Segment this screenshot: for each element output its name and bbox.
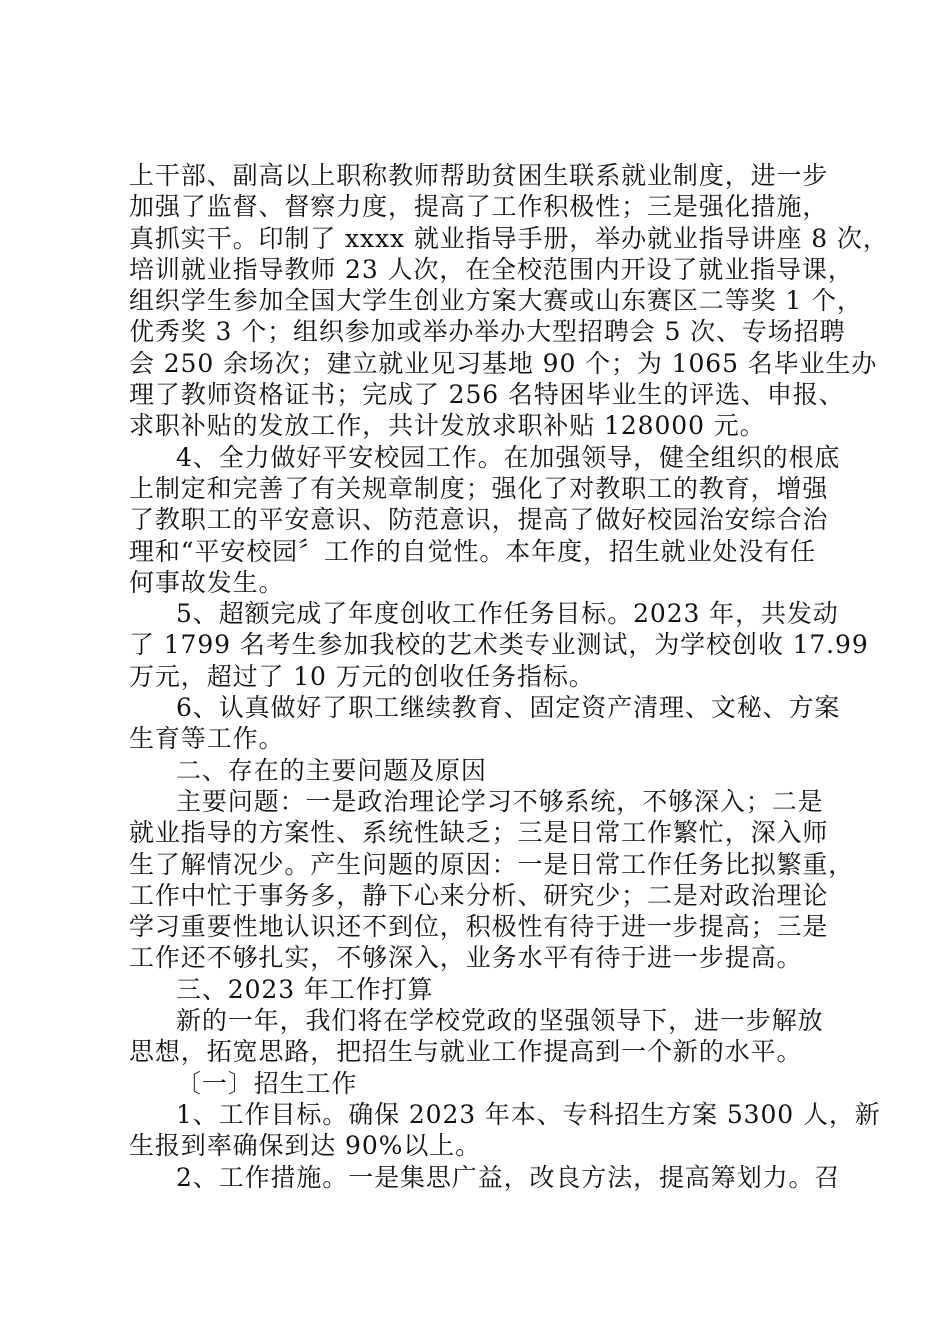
text-line: 上制定和完善了有关规章制度；强化了对教职工的教育，增强 (129, 473, 829, 503)
text-line: 真抓实干。印制了 xxxx 就业指导手册，举办就业指导讲座 8 次， (129, 223, 889, 253)
paragraph-start-line: 2、工作措施。一是集思广益，改良方法，提高筹划力。召 (176, 1162, 841, 1192)
document-body (129, 160, 889, 1193)
paragraph-start-line: 5、超额完成了年度创收工作任务目标。2023 年，共发动 (176, 599, 839, 629)
text-line: 生了解情况少。产生问题的原因：一是日常工作任务比拟繁重， (129, 849, 855, 879)
paragraph-start-line: 新的一年，我们将在学校党政的坚强领导下，进一步解放 (176, 1006, 824, 1036)
text-line: 生育等工作。 (129, 724, 285, 754)
text-line: 求职补贴的发放工作，共计发放求职补贴 128000 元。 (129, 411, 766, 441)
paragraph-start-line: 4、全力做好平安校园工作。在加强领导，健全组织的根底 (176, 442, 841, 472)
text-line: 学习重要性地认识还不到位，积极性有待于进一步提高；三是 (129, 912, 829, 942)
paragraph-start-line: 1、工作目标。确保 2023 年本、专科招生方案 5300 人，新 (176, 1099, 881, 1129)
text-line: 上干部、副高以上职称教师帮助贫困生联系就业制度，进一步 (129, 161, 829, 190)
section-heading: 二、存在的主要问题及原因 (176, 755, 487, 785)
text-line: 会 250 余场次；建立就业见习基地 90 个；为 1065 名毕业生办 (129, 348, 878, 378)
text-line: 了 1799 名考生参加我校的艺术类专业测试，为学校创收 17.99 (129, 630, 869, 660)
text-line: 就业指导的方案性、系统性缺乏；三是日常工作繁忙，深入师 (129, 818, 829, 848)
text-line: 优秀奖 3 个；组织参加或举办举办大型招聘会 5 次、专场招聘 (129, 317, 846, 347)
text-line: 何事故发生。 (129, 567, 285, 597)
paragraph-start-line: 6、认真做好了职工继续教育、固定资产清理、文秘、方案 (176, 693, 841, 723)
subsection-heading: 〔一〕招生工作 (176, 1068, 358, 1098)
text-line: 思想，拓宽思路，把招生与就业工作提高到一个新的水平。 (129, 1037, 803, 1067)
text-line: 工作中忙于事务多，静下心来分析、研究少；二是对政治理论 (129, 880, 829, 910)
text-line: 理和“平安校园〞工作的自觉性。本年度，招生就业处没有任 (129, 536, 817, 566)
section-heading: 三、2023 年工作打算 (176, 974, 434, 1004)
text-line: 生报到率确保到达 90%以上。 (129, 1131, 482, 1161)
paragraph-start-line: 主要问题：一是政治理论学习不够系统，不够深入；二是 (176, 786, 824, 816)
text-line: 了教职工的平安意识、防范意识，提高了做好校园治安综合治 (129, 505, 829, 535)
text-line: 理了教师资格证书；完成了 256 名特困毕业生的评选、申报、 (129, 380, 845, 410)
text-line: 工作还不够扎实，不够深入，业务水平有待于进一步提高。 (129, 943, 803, 973)
text-line: 培训就业指导教师 23 人次，在全校范围内开设了就业指导课， (129, 254, 854, 284)
text-line: 加强了监督、督察力度，提高了工作积极性；三是强化措施， (129, 192, 829, 222)
text-line: 万元，超过了 10 万元的创收任务指标。 (129, 661, 595, 691)
text-line: 组织学生参加全国大学生创业方案大赛或山东赛区二等奖 1 个， (129, 286, 863, 316)
